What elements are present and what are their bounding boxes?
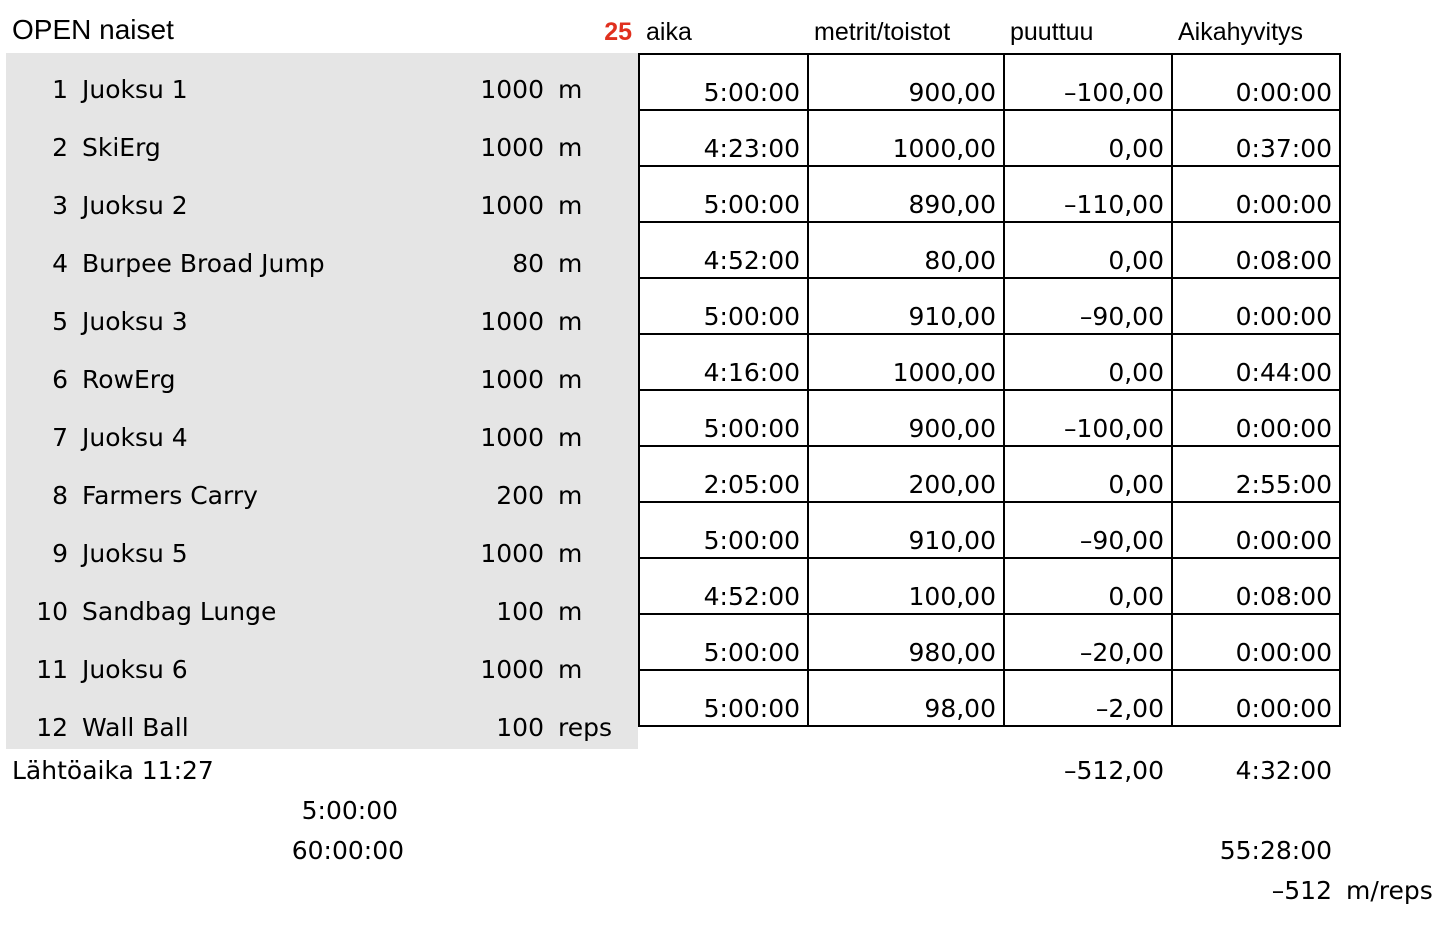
cell-metrit[interactable] <box>808 278 1004 334</box>
station-number: 6 <box>52 365 68 394</box>
cell-aikahyvitys[interactable] <box>1172 558 1340 614</box>
station-name: RowErg <box>82 365 176 394</box>
cell-metrit[interactable] <box>808 614 1004 670</box>
cell-aikahyvitys[interactable] <box>1172 446 1340 502</box>
result-row <box>639 334 1340 390</box>
station-name: Juoksu 5 <box>82 539 188 568</box>
cell-aika-value: 5:00:00 <box>703 78 800 107</box>
result-row <box>639 502 1340 558</box>
cell-aikahyvitys-value: 0:44:00 <box>1235 358 1332 387</box>
cell-aika-value: 5:00:00 <box>703 302 800 331</box>
aikahyvitys-total: 4:32:00 <box>1235 756 1332 785</box>
cell-puuttuu-value: 0,00 <box>1108 582 1164 611</box>
cell-puuttuu[interactable] <box>1004 670 1172 726</box>
cell-aika[interactable] <box>639 222 808 278</box>
station-row <box>6 53 638 111</box>
cell-aikahyvitys[interactable] <box>1172 614 1340 670</box>
cell-puuttuu-value: –2,00 <box>1095 694 1164 723</box>
cell-aikahyvitys-value: 0:00:00 <box>1235 638 1332 667</box>
station-name: Wall Ball <box>82 713 189 742</box>
cell-aikahyvitys-value: 0:00:00 <box>1235 414 1332 443</box>
missing-unit: m/reps <box>1346 876 1433 905</box>
cell-aikahyvitys-value: 0:08:00 <box>1235 582 1332 611</box>
cell-aika[interactable] <box>639 614 808 670</box>
cell-puuttuu[interactable] <box>1004 614 1172 670</box>
station-row <box>6 517 638 575</box>
cell-aikahyvitys[interactable] <box>1172 334 1340 390</box>
station-number: 8 <box>52 481 68 510</box>
cell-aikahyvitys-value: 0:08:00 <box>1235 246 1332 275</box>
station-unit: m <box>558 597 583 626</box>
cell-aikahyvitys-value: 0:00:00 <box>1235 694 1332 723</box>
result-row <box>639 166 1340 222</box>
cell-aikahyvitys-value: 0:00:00 <box>1235 526 1332 555</box>
cell-puuttuu-value: 0,00 <box>1108 134 1164 163</box>
cell-metrit[interactable] <box>808 502 1004 558</box>
station-name: Farmers Carry <box>82 481 258 510</box>
cell-puuttuu[interactable] <box>1004 110 1172 166</box>
station-number: 11 <box>36 655 68 684</box>
station-unit: m <box>558 75 583 104</box>
station-name: Juoksu 6 <box>82 655 188 684</box>
cell-aika-value: 5:00:00 <box>703 414 800 443</box>
cell-puuttuu-value: –110,00 <box>1064 190 1164 219</box>
cell-aika[interactable] <box>639 54 808 110</box>
cell-metrit-value: 980,00 <box>908 638 996 667</box>
station-name: Juoksu 3 <box>82 307 188 336</box>
cell-puuttuu-value: –90,00 <box>1079 302 1164 331</box>
cell-metrit[interactable] <box>808 334 1004 390</box>
cell-puuttuu-value: –20,00 <box>1079 638 1164 667</box>
cell-aika[interactable] <box>639 278 808 334</box>
station-number: 1 <box>52 75 68 104</box>
column-header-aikahyvitys: Aikahyvitys <box>1178 18 1304 46</box>
cell-puuttuu-value: –90,00 <box>1079 526 1164 555</box>
station-row <box>6 633 638 691</box>
cell-metrit-value: 900,00 <box>908 414 996 443</box>
cell-aika[interactable] <box>639 502 808 558</box>
station-number: 10 <box>36 597 68 626</box>
station-distance: 1000 <box>480 655 544 684</box>
cell-puuttuu-value: –100,00 <box>1064 414 1164 443</box>
cell-metrit-value: 98,00 <box>924 694 996 723</box>
cell-aikahyvitys-value: 2:55:00 <box>1235 470 1332 499</box>
cell-puuttuu[interactable] <box>1004 54 1172 110</box>
station-number: 5 <box>52 307 68 336</box>
cell-puuttuu-value: 0,00 <box>1108 470 1164 499</box>
station-unit: m <box>558 539 583 568</box>
station-unit: m <box>558 133 583 162</box>
cell-aikahyvitys-value: 0:00:00 <box>1235 302 1332 331</box>
result-row <box>639 222 1340 278</box>
cell-aika-value: 4:16:00 <box>703 358 800 387</box>
station-number: 4 <box>52 249 68 278</box>
cell-puuttuu[interactable] <box>1004 446 1172 502</box>
result-row <box>639 558 1340 614</box>
station-distance: 1000 <box>480 365 544 394</box>
result-row <box>639 614 1340 670</box>
cell-puuttuu[interactable] <box>1004 222 1172 278</box>
results-table <box>638 53 1341 727</box>
station-row <box>6 111 638 169</box>
column-header-metrit: metrit/toistot <box>814 18 951 46</box>
cell-puuttuu[interactable] <box>1004 278 1172 334</box>
cell-aikahyvitys[interactable] <box>1172 54 1340 110</box>
cell-metrit[interactable] <box>808 390 1004 446</box>
station-distance: 80 <box>512 249 544 278</box>
result-row <box>639 670 1340 726</box>
cell-aika[interactable] <box>639 670 808 726</box>
station-row <box>6 227 638 285</box>
cell-puuttuu[interactable] <box>1004 166 1172 222</box>
station-number: 7 <box>52 423 68 452</box>
station-row <box>6 401 638 459</box>
cell-metrit-value: 80,00 <box>924 246 996 275</box>
cell-metrit[interactable] <box>808 110 1004 166</box>
cell-aikahyvitys[interactable] <box>1172 670 1340 726</box>
cell-puuttuu[interactable] <box>1004 502 1172 558</box>
station-unit: m <box>558 307 583 336</box>
cell-metrit-value: 100,00 <box>908 582 996 611</box>
station-number: 9 <box>52 539 68 568</box>
station-name: Juoksu 1 <box>82 75 188 104</box>
cell-metrit[interactable] <box>808 446 1004 502</box>
station-unit: reps <box>558 713 613 742</box>
cell-metrit-value: 200,00 <box>908 470 996 499</box>
cell-aika-value: 5:00:00 <box>703 526 800 555</box>
cell-aikahyvitys[interactable] <box>1172 278 1340 334</box>
cell-aikahyvitys[interactable] <box>1172 502 1340 558</box>
cell-aika[interactable] <box>639 558 808 614</box>
puuttuu-total: –512,00 <box>1064 756 1164 785</box>
cell-aika-value: 4:52:00 <box>703 582 800 611</box>
station-row <box>6 575 638 633</box>
station-row <box>6 285 638 343</box>
station-distance: 200 <box>496 481 544 510</box>
station-distance: 1000 <box>480 75 544 104</box>
cell-aika-value: 5:00:00 <box>703 190 800 219</box>
station-name: Burpee Broad Jump <box>82 249 325 278</box>
cell-metrit[interactable] <box>808 222 1004 278</box>
cell-aikahyvitys-value: 0:37:00 <box>1235 134 1332 163</box>
station-row <box>6 169 638 227</box>
station-number: 12 <box>36 713 68 742</box>
column-header-puuttuu: puuttuu <box>1010 18 1094 46</box>
station-number: 2 <box>52 133 68 162</box>
station-number: 3 <box>52 191 68 220</box>
cell-aikahyvitys[interactable] <box>1172 166 1340 222</box>
cell-aika[interactable] <box>639 334 808 390</box>
cell-aikahyvitys[interactable] <box>1172 222 1340 278</box>
cell-metrit-value: 1000,00 <box>892 134 996 163</box>
cell-aikahyvitys-value: 0:00:00 <box>1235 190 1332 219</box>
station-distance: 1000 <box>480 133 544 162</box>
cell-metrit-value: 910,00 <box>908 526 996 555</box>
cell-metrit[interactable] <box>808 166 1004 222</box>
station-name: Sandbag Lunge <box>82 597 277 626</box>
sheet-title: OPEN naiset <box>12 14 174 45</box>
station-distance: 100 <box>496 713 544 742</box>
cell-aikahyvitys[interactable] <box>1172 110 1340 166</box>
cell-aika[interactable] <box>639 390 808 446</box>
cell-aika-value: 4:52:00 <box>703 246 800 275</box>
station-distance: 100 <box>496 597 544 626</box>
cell-aika-value: 5:00:00 <box>703 694 800 723</box>
missing-total: –512 <box>1271 876 1332 905</box>
cell-puuttuu-value: 0,00 <box>1108 358 1164 387</box>
cell-aika-value: 5:00:00 <box>703 638 800 667</box>
total-time: 60:00:00 <box>291 836 404 865</box>
cell-metrit[interactable] <box>808 670 1004 726</box>
result-row <box>639 446 1340 502</box>
station-name: Juoksu 4 <box>82 423 188 452</box>
station-unit: m <box>558 249 583 278</box>
cell-aikahyvitys[interactable] <box>1172 390 1340 446</box>
station-name: SkiErg <box>82 133 161 162</box>
cell-puuttuu[interactable] <box>1004 334 1172 390</box>
final-time: 55:28:00 <box>1219 836 1332 865</box>
participant-count: 25 <box>604 18 632 46</box>
cell-puuttuu[interactable] <box>1004 558 1172 614</box>
station-row <box>6 343 638 401</box>
station-unit: m <box>558 365 583 394</box>
cell-aika[interactable] <box>639 166 808 222</box>
cell-metrit-value: 900,00 <box>908 78 996 107</box>
cell-aika-value: 4:23:00 <box>703 134 800 163</box>
cell-metrit[interactable] <box>808 558 1004 614</box>
column-header-aika: aika <box>646 18 692 46</box>
cell-metrit-value: 890,00 <box>908 190 996 219</box>
cell-metrit[interactable] <box>808 54 1004 110</box>
max-station-time: 5:00:00 <box>301 796 398 825</box>
station-name: Juoksu 2 <box>82 191 188 220</box>
cell-puuttuu-value: –100,00 <box>1064 78 1164 107</box>
result-row <box>639 390 1340 446</box>
cell-aika[interactable] <box>639 110 808 166</box>
station-unit: m <box>558 655 583 684</box>
result-row <box>639 278 1340 334</box>
cell-metrit-value: 1000,00 <box>892 358 996 387</box>
cell-aika[interactable] <box>639 446 808 502</box>
cell-puuttuu[interactable] <box>1004 390 1172 446</box>
cell-aikahyvitys-value: 0:00:00 <box>1235 78 1332 107</box>
cell-puuttuu-value: 0,00 <box>1108 246 1164 275</box>
result-row <box>639 110 1340 166</box>
station-distance: 1000 <box>480 539 544 568</box>
station-distance: 1000 <box>480 191 544 220</box>
cell-aika-value: 2:05:00 <box>703 470 800 499</box>
cell-metrit-value: 910,00 <box>908 302 996 331</box>
station-distance: 1000 <box>480 307 544 336</box>
start-time: Lähtöaika 11:27 <box>12 756 214 785</box>
station-unit: m <box>558 191 583 220</box>
station-distance: 1000 <box>480 423 544 452</box>
station-unit: m <box>558 481 583 510</box>
result-row <box>639 54 1340 110</box>
station-row <box>6 691 638 749</box>
station-unit: m <box>558 423 583 452</box>
station-row <box>6 459 638 517</box>
